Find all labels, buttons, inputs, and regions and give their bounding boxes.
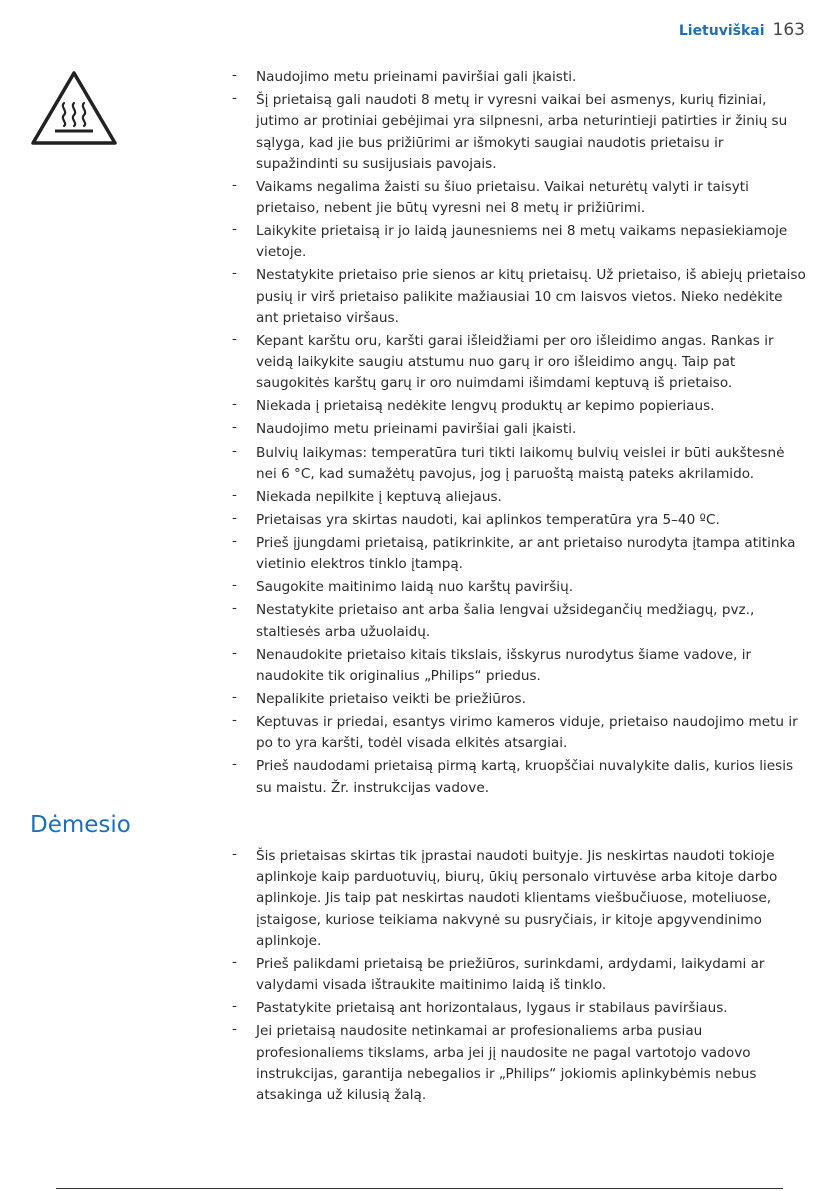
list-item: - Saugokite maitinimo laidą nuo karštų paviršių. bbox=[232, 577, 809, 598]
list-item: - Šis prietaisas skirtas tik įprastai naudoti buityje. Jis neskirtas naudoti tokioje aplinkoje kaip parduotuvių, biurų, ūkių personalo virtuvėse arba kitoje darbo aplinkoje. Jis taip pat neskirtas naudoti klientams viešbučiuose, moteliuose, įstaigose, kuriose teikiama nakvynė su pusryčiais, ir kitoje apgyvendinimo aplinkoje. bbox=[232, 846, 809, 952]
list-item: - Nepalikite prietaiso veikti be priežiūros. bbox=[232, 689, 809, 710]
list-item: - Prieš palikdami prietaisą be priežiūros, surinkdami, ardydami, laikydami ar valydami visada ištraukite maitinimo laidą iš tinklo. bbox=[232, 954, 809, 996]
hot-surface-warning-icon bbox=[30, 70, 118, 146]
page-header bbox=[679, 20, 805, 40]
list-item: - Naudojimo metu prieinami paviršiai gali įkaisti. bbox=[232, 67, 809, 88]
list-item: - Niekada į prietaisą nedėkite lengvų produktų ar kepimo popieriaus. bbox=[232, 396, 809, 417]
list-item: - Prieš naudodami prietaisą pirmą kartą, kruopščiai nuvalykite dalis, kurios liesis su maistu. Žr. instrukcijas vadove. bbox=[232, 756, 809, 798]
language-label: Lietuviškai bbox=[678, 23, 765, 39]
list-item: - Vaikams negalima žaisti su šiuo prietaisu. Vaikai neturėtų valyti ir taisyti prietaiso, nebent jie būtų vyresni nei 8 metų ir prižiūrimi. bbox=[232, 177, 809, 219]
list-item: - Laikykite prietaisą ir jo laidą jaunesniems nei 8 metų vaikams nepasiekiamoje vietoje. bbox=[232, 221, 809, 263]
list-item: - Prieš įjungdami prietaisą, patikrinkite, ar ant prietaiso nurodyta įtampa atitinka vietinio elektros tinklo įtampą. bbox=[232, 533, 809, 575]
list-item: - Pastatykite prietaisą ant horizontalaus, lygaus ir stabilaus paviršiaus. bbox=[232, 998, 809, 1019]
section-title-caution: Dėmesio bbox=[30, 812, 131, 838]
warnings-list bbox=[232, 67, 809, 801]
list-item: - Nenaudokite prietaiso kitais tikslais, išskyrus nurodytus šiame vadove, ir naudokite tik originalius „Philips“ priedus. bbox=[232, 645, 809, 687]
footer-divider bbox=[56, 1188, 783, 1189]
list-item: - Jei prietaisą naudosite netinkamai ar profesionaliems arba pusiau profesionaliems tikslams, arba jei jį naudosite ne pagal vartotojo vadovo instrukcijas, garantija nebegalios ir „Philips“ jokiomis aplinkybėmis nebus atsakinga už kilusią žalą. bbox=[232, 1021, 809, 1106]
list-item: - Bulvių laikymas: temperatūra turi tikti laikomų bulvių veislei ir būti aukštesnė nei 6 °C, kad sumažėtų pavojus, jog į paruoštą maistą pateks akrilamido. bbox=[232, 443, 809, 485]
list-item: - Nestatykite prietaiso ant arba šalia lengvai užsidegančių medžiagų, pvz., staltiesės arba užuolaidų. bbox=[232, 600, 809, 642]
page-number: 163 bbox=[772, 20, 805, 40]
list-item: - Naudojimo metu prieinami paviršiai gali įkaisti. bbox=[232, 419, 809, 440]
caution-list bbox=[232, 846, 809, 1108]
list-item: - Prietaisas yra skirtas naudoti, kai aplinkos temperatūra yra 5–40 ºC. bbox=[232, 510, 809, 531]
list-item: - Šį prietaisą gali naudoti 8 metų ir vyresni vaikai bei asmenys, kurių fiziniai, jutimo ar protiniai gebėjimai yra silpnesni, arba neturintieji patirties ir žinių su sąlyga, kad jie bus prižiūrimi ar išmokyti saugiai naudotis prietaisu ir supažindinti su susijusiais pavojais. bbox=[232, 90, 809, 175]
list-item: - Keptuvas ir priedai, esantys virimo kameros viduje, prietaiso naudojimo metu ir po to yra karšti, todėl visada elkitės atsargiai. bbox=[232, 712, 809, 754]
list-item: - Nestatykite prietaiso prie sienos ar kitų prietaisų. Už prietaiso, iš abiejų prietaiso pusių ir virš prietaiso palikite mažiausiai 10 cm laisvos vietos. Nieko nedėkite ant prietaiso viršaus. bbox=[232, 265, 809, 329]
list-item: - Niekada nepilkite į keptuvą aliejaus. bbox=[232, 487, 809, 508]
list-item: - Kepant karštu oru, karšti garai išleidžiami per oro išleidimo angas. Rankas ir veidą laikykite saugiu atstumu nuo garų ir oro išleidimo angų. Taip pat saugokitės karštų garų ir oro nuimdami išimdami keptuvą iš prietaiso. bbox=[232, 331, 809, 395]
